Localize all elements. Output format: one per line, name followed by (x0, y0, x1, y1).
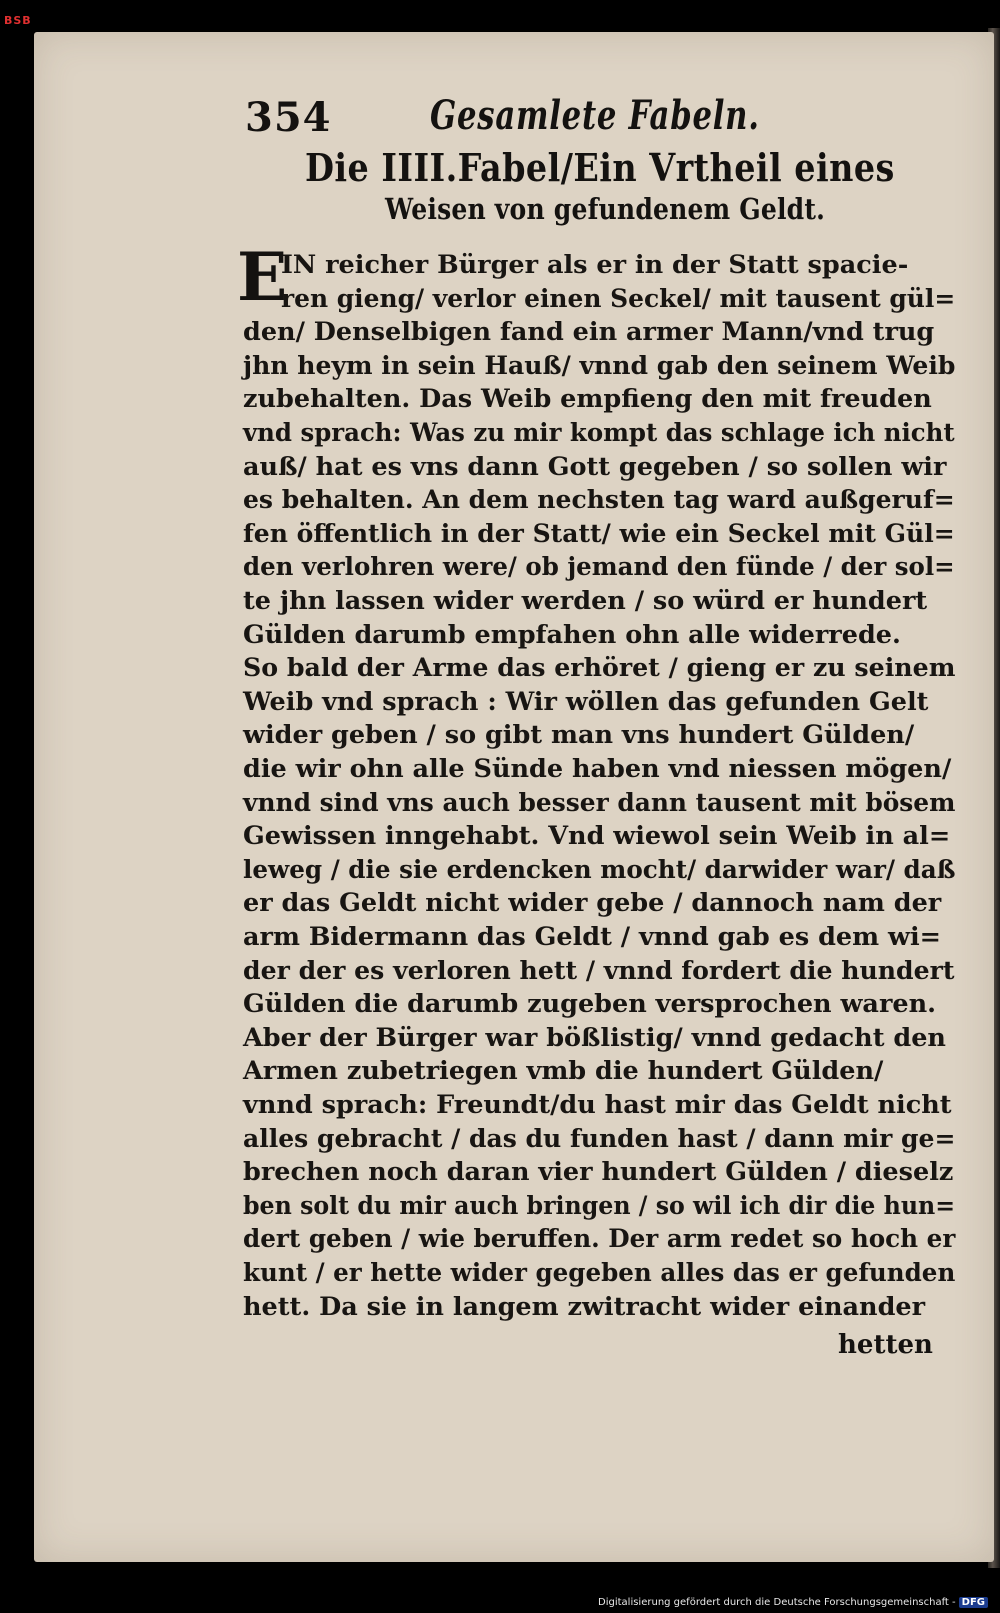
drop-cap: E (237, 238, 288, 316)
text-line: zubehalten. Das Weib empfieng den mit freuden (243, 384, 932, 415)
text-line: jhn heym in sein Hauß/ vnnd gab den seinem Weib (243, 350, 956, 381)
text-line: IN reicher Bürger als er in der Statt spacie- (281, 250, 909, 280)
dfg-logo: DFG (959, 1597, 988, 1608)
page-number: 354 (245, 94, 332, 141)
text-line: Aber der Bürger war bößlistig/ vnnd gedacht den (243, 1022, 946, 1053)
text-line: te jhn lassen wider werden / so würd er hundert (243, 586, 928, 616)
text-line: ben solt du mir auch bringen / so wil ich dir die hun= (243, 1190, 956, 1221)
catchword: hetten (838, 1330, 933, 1360)
text-line: ren gieng/ verlor einen Seckel/ mit tausent gül= (281, 283, 956, 314)
text-line: leweg / die sie erdencken mocht/ darwider war/ daß (243, 854, 956, 885)
text-line: vnnd sind vns auch besser dann tausent mit bösem (243, 787, 956, 818)
text-line: der der es verloren hett / vnnd fordert die hundert (243, 955, 955, 986)
text-line: die wir ohn alle Sünde haben vnd niessen mögen/ (243, 754, 952, 784)
text-line: er das Geldt nicht wider gebe / dannoch nam der (243, 888, 942, 919)
footer-credit (598, 1597, 988, 1608)
fable-title-line-2: Weisen von gefundenem Geldt. (385, 192, 826, 226)
text-line: den verlohren were/ ob jemand den fünde / der sol= (243, 552, 955, 583)
text-line: Gülden darumb empfahen ohn alle widerrede. (243, 619, 901, 650)
text-line: Gewissen inngehabt. Vnd wiewol sein Weib in al= (243, 821, 951, 852)
running-head: Gesamlete Fabeln. (430, 92, 760, 139)
text-line: vnd sprach: Was zu mir kompt das schlage ich nicht (243, 418, 955, 448)
footer-text: Digitalisierung gefördert durch die Deutsche Forschungsgemeinschaft - (598, 1597, 956, 1608)
fable-title-line-1: Die IIII.Fabel/Ein Vrtheil eines (305, 145, 895, 190)
text-line: Gülden die darumb zugeben versprochen waren. (243, 989, 937, 1020)
text-line: brechen noch daran vier hundert Gülden / dieselz (243, 1157, 954, 1188)
text-line: auß/ hat es vns dann Gott gegeben / so sollen wir (243, 451, 947, 482)
text-line: So bald der Arme das erhöret / gieng er zu seinem (243, 653, 956, 684)
text-line: alles gebracht / das du funden hast / dann mir ge= (243, 1123, 956, 1154)
text-line: fen öffentlich in der Statt/ wie ein Seckel mit Gül= (243, 518, 955, 549)
text-line: vnnd sprach: Freundt/du hast mir das Geldt nicht (243, 1090, 952, 1120)
text-line: kunt / er hette wider gegeben alles das er gefunden (243, 1258, 956, 1288)
text-line: hett. Da sie in langem zwitracht wider einander (243, 1291, 926, 1322)
text-line: es behalten. An dem nechsten tag ward außgeruf= (243, 485, 955, 516)
text-line: arm Bidermann das Geldt / vnnd gab es dem wi= (243, 922, 942, 952)
text-line: Weib vnd sprach : Wir wöllen das gefunden Gelt (243, 686, 929, 717)
library-mark: BSB (4, 14, 32, 27)
text-line: wider geben / so gibt man vns hundert Gülden/ (243, 720, 915, 751)
text-line: Armen zubetriegen vmb die hundert Gülden/ (243, 1056, 884, 1087)
text-line: den/ Denselbigen fand ein armer Mann/vnd trug (243, 317, 935, 348)
text-line: dert geben / wie beruffen. Der arm redet so hoch er (243, 1224, 956, 1255)
